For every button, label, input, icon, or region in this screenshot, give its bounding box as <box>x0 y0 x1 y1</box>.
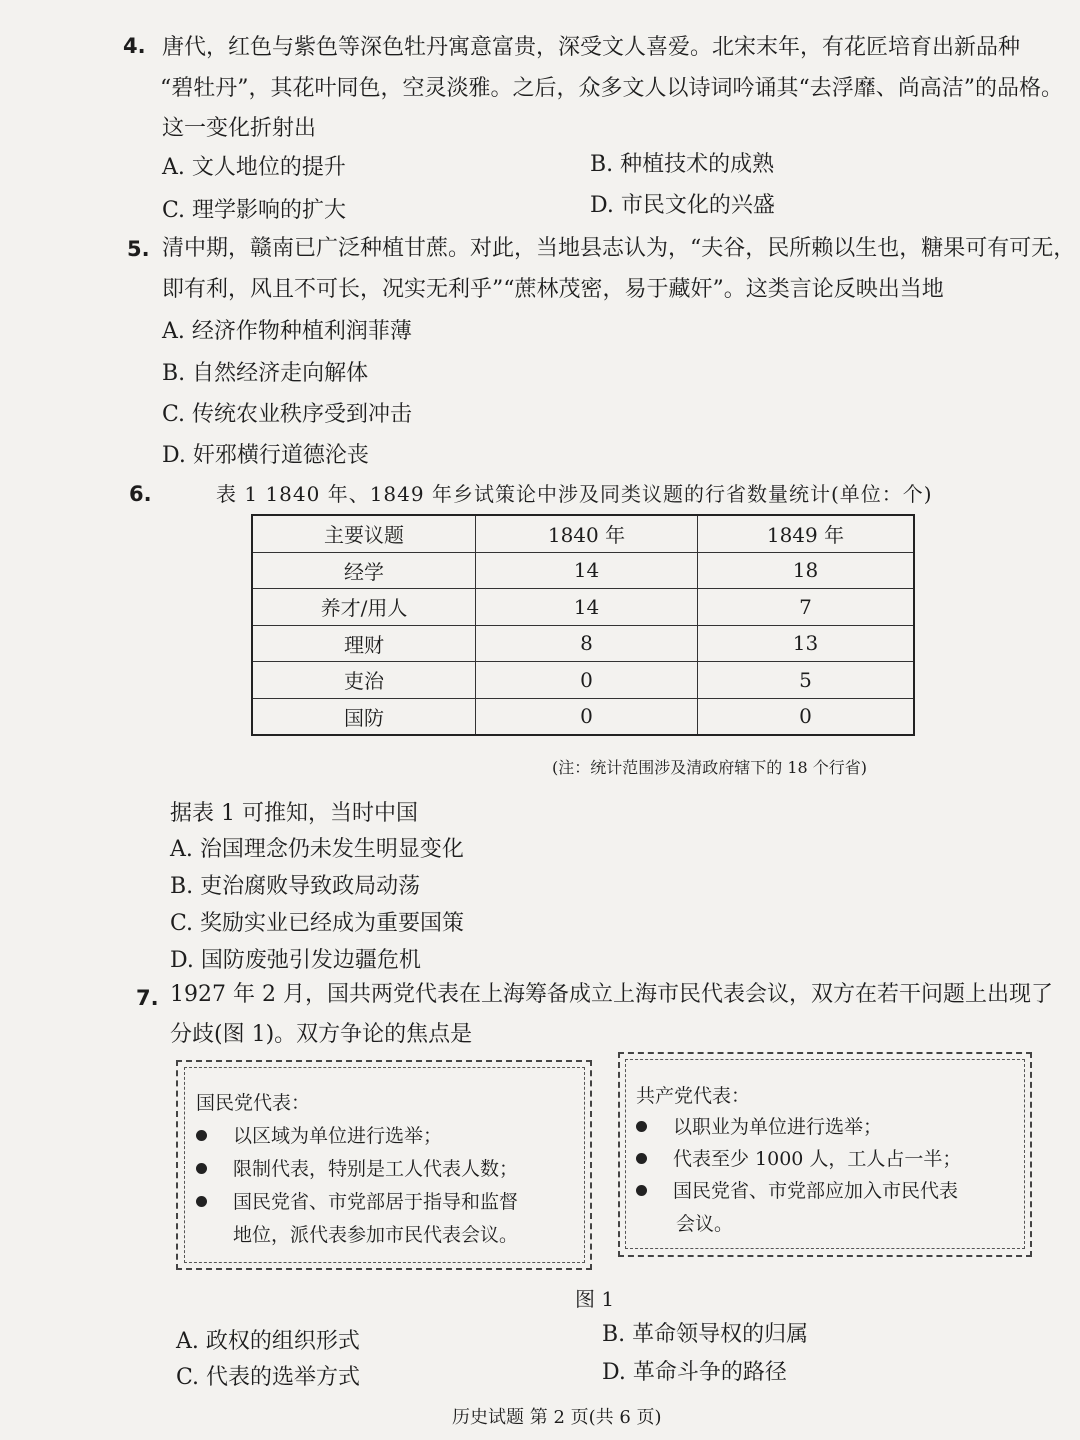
ccp-box-item-continuation: 会议。 <box>676 1213 734 1235</box>
table-1-note: (注：统计范围涉及清政府辖下的 18 个行省) <box>552 758 868 777</box>
table-header-cell: 1849 年 <box>698 515 915 552</box>
kmt-box-item: 国民党省、市党部居于指导和监督 <box>196 1186 518 1219</box>
table-row <box>252 662 914 699</box>
table-row <box>252 698 914 735</box>
question-4-option-d: D. 市民文化的兴盛 <box>590 193 775 218</box>
table-header-cell: 1840 年 <box>476 515 698 552</box>
question-5-option-a: A. 经济作物种植利润菲薄 <box>162 319 412 344</box>
table-cell: 养才/用人 <box>252 589 476 626</box>
question-6-option-d: D. 国防废弛引发边疆危机 <box>170 948 421 973</box>
table-1 <box>251 514 915 736</box>
ccp-box-item: 国民党省、市党部应加入市民代表 <box>636 1175 958 1208</box>
figure-1-label: 图 1 <box>575 1287 615 1311</box>
table-cell: 14 <box>476 552 698 589</box>
question-7-option-d: D. 革命斗争的路径 <box>602 1360 787 1385</box>
bullet-icon <box>636 1121 647 1132</box>
table-header-cell: 主要议题 <box>252 515 476 552</box>
ccp-box-title: 共产党代表： <box>636 1085 751 1107</box>
table-row <box>252 625 914 662</box>
question-4-option-a: A. 文人地位的提升 <box>162 155 346 180</box>
table-row <box>252 589 914 626</box>
question-7-option-a: A. 政权的组织形式 <box>176 1329 360 1354</box>
question-4-option-b: B. 种植技术的成熟 <box>590 152 775 177</box>
table-cell: 0 <box>476 698 698 735</box>
table-1-caption: 表 1 1840 年、1849 年乡试策论中涉及同类议题的行省数量统计(单位：个) <box>216 482 933 506</box>
question-5-option-b: B. 自然经济走向解体 <box>162 361 369 386</box>
question-7-line-2: 分歧(图 1)。双方争论的焦点是 <box>170 1022 473 1047</box>
table-row <box>252 552 914 589</box>
question-4-line-1: 唐代，红色与紫色等深色牡丹寓意富贵，深受文人喜爱。北宋末年，有花匠培育出新品种 <box>162 35 1021 60</box>
kmt-box-title: 国民党代表： <box>196 1092 311 1114</box>
question-6-option-a: A. 治国理念仍未发生明显变化 <box>170 837 464 862</box>
table-cell: 5 <box>698 662 915 699</box>
question-6-stem: 据表 1 可推知，当时中国 <box>170 801 418 826</box>
table-cell: 0 <box>476 662 698 699</box>
kmt-box-item: 限制代表，特别是工人代表人数； <box>196 1153 518 1186</box>
table-cell: 14 <box>476 589 698 626</box>
bullet-icon <box>196 1196 207 1207</box>
page-footer: 历史试题 第 2 页(共 6 页) <box>452 1407 662 1428</box>
bullet-icon <box>196 1130 207 1141</box>
bullet-icon <box>196 1163 207 1174</box>
table-cell: 吏治 <box>252 662 476 699</box>
question-7-line-1: 1927 年 2 月，国共两党代表在上海筹备成立上海市民代表会议，双方在若干问题上出现了 <box>170 982 1053 1007</box>
question-6-option-b: B. 吏治腐败导致政局动荡 <box>170 874 421 899</box>
question-4-line-3: 这一变化折射出 <box>162 116 317 141</box>
question-5-line-2: 即有利，风且不可长，况实无利乎”“蔗林茂密，易于藏奸”。这类言论反映出当地 <box>162 277 944 302</box>
ccp-box-item: 以职业为单位进行选举； <box>636 1111 882 1144</box>
ccp-box-item: 代表至少 1000 人，工人占一半； <box>636 1143 961 1176</box>
table-cell: 国防 <box>252 698 476 735</box>
kmt-box-item-continuation: 地位，派代表参加市民代表会议。 <box>233 1224 519 1246</box>
question-5-option-c: C. 传统农业秩序受到冲击 <box>162 402 413 427</box>
question-7-option-b: B. 革命领导权的归属 <box>602 1322 809 1347</box>
table-cell: 0 <box>698 698 915 735</box>
table-cell: 8 <box>476 625 698 662</box>
table-cell: 7 <box>698 589 915 626</box>
question-4-line-2: “碧牡丹”，其花叶同色，空灵淡雅。之后，众多文人以诗词吟诵其“去浮靡、尚高洁”的品格。 <box>160 76 1063 101</box>
question-6-option-c: C. 奖励实业已经成为重要国策 <box>170 911 465 936</box>
question-7-option-c: C. 代表的选举方式 <box>176 1365 361 1390</box>
question-7-number: 7. <box>136 986 159 1010</box>
question-5-number: 5. <box>127 237 150 261</box>
bullet-icon <box>636 1185 647 1196</box>
table-cell: 18 <box>698 552 915 589</box>
table-cell: 理财 <box>252 625 476 662</box>
kmt-box-item: 以区域为单位进行选举； <box>196 1120 442 1153</box>
question-5-option-d: D. 奸邪横行道德沦丧 <box>162 443 369 468</box>
bullet-icon <box>636 1153 647 1164</box>
question-4-number: 4. <box>123 34 146 58</box>
question-5-line-1: 清中期，赣南已广泛种植甘蔗。对此，当地县志认为，“夫谷，民所赖以生也，糖果可有可无， <box>162 236 1076 261</box>
question-4-option-c: C. 理学影响的扩大 <box>162 198 347 223</box>
table-header-row <box>252 515 914 552</box>
question-6-number: 6. <box>129 482 152 506</box>
table-cell: 经学 <box>252 552 476 589</box>
table-cell: 13 <box>698 625 915 662</box>
